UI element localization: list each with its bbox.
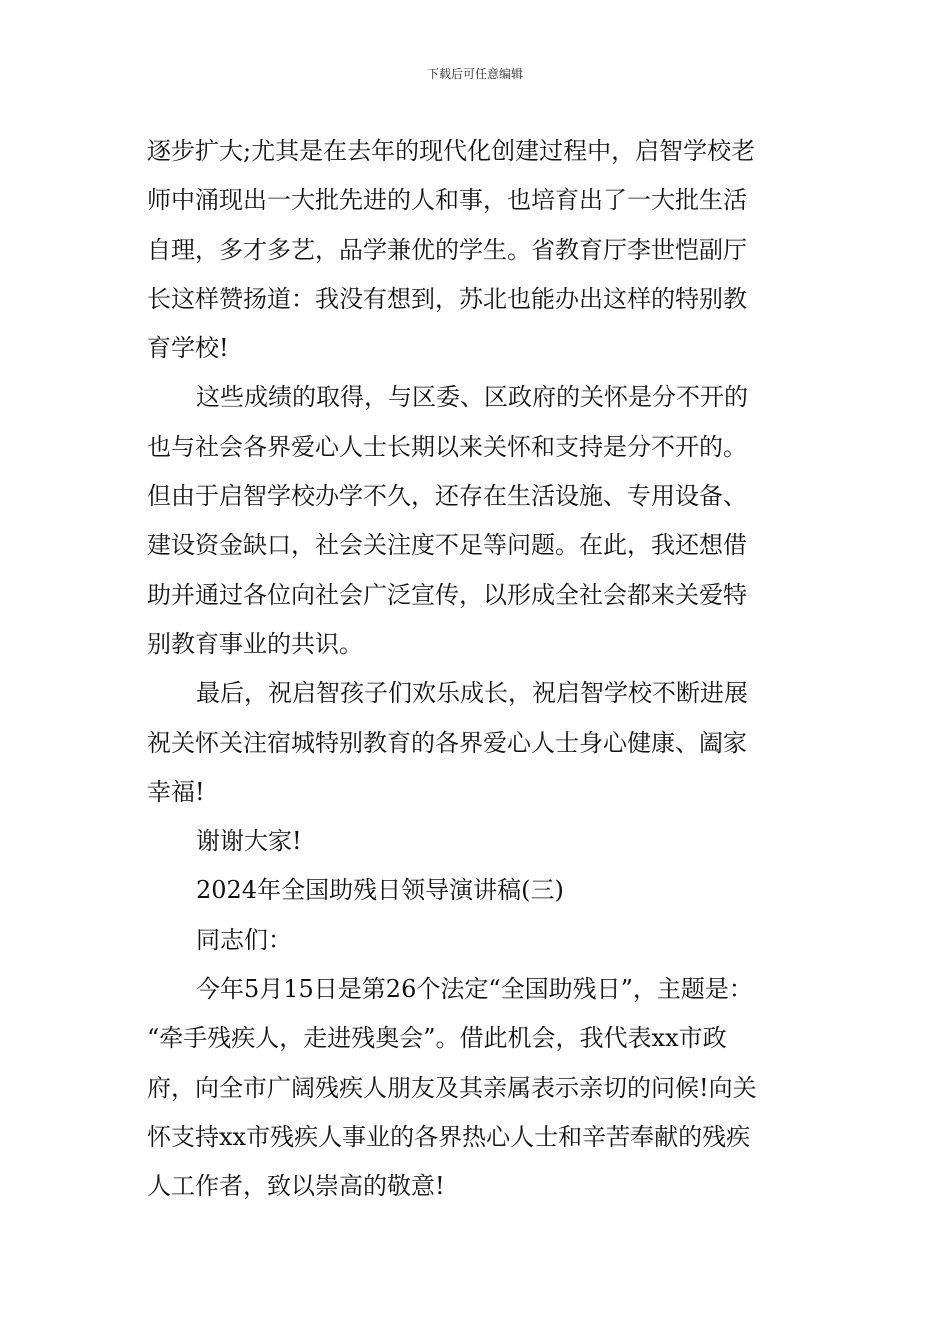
text-line: 逐步扩大;尤其是在去年的现代化创建过程中，启智学校老 xyxy=(147,137,756,165)
text-line: 育学校! xyxy=(147,334,229,363)
closing-line: 谢谢大家! xyxy=(196,827,302,856)
text-line: 幸福! xyxy=(147,777,205,806)
text-line: 但由于启智学校办学不久，还存在生活设施、专用设备、 xyxy=(147,482,747,511)
text-line: 建设资金缺口，社会关注度不足等问题。在此，我还想借 xyxy=(147,531,747,560)
text-line: 自理，多才多艺，品学兼优的学生。省教育厅李世恺副厅 xyxy=(147,235,747,264)
paragraph-start-line: 这些成绩的取得，与区委、区政府的关怀是分不开的 xyxy=(196,383,748,412)
text-line: 祝关怀关注宿城特别教育的各界爱心人士身心健康、阖家 xyxy=(147,728,747,757)
document-body xyxy=(147,127,812,1212)
paragraph-start-line: 今年5月15日是第26个法定“全国助残日”，主题是： xyxy=(196,975,753,1004)
text-line: 人工作者，致以崇高的敬意! xyxy=(147,1172,445,1201)
salutation-line: 同志们： xyxy=(196,925,292,954)
section-title: 2024年全国助残日领导演讲稿(三) xyxy=(196,876,564,905)
text-line: “牵手残疾人，走进残奥会”。借此机会，我代表xx市政 xyxy=(147,1024,727,1053)
paragraph-start-line: 最后，祝启智孩子们欢乐成长，祝启智学校不断进展 xyxy=(196,679,748,708)
text-line: 师中涌现出一大批先进的人和事，也培育出了一大批生活 xyxy=(147,186,747,215)
page-header: 下载后可任意编辑 xyxy=(426,67,523,81)
text-line: 怀支持xx市残疾人事业的各界热心人士和辛苦奉献的残疾 xyxy=(147,1122,751,1151)
text-line: 助并通过各位向社会广泛宣传，以形成全社会都来关爱特 xyxy=(147,580,747,609)
text-line: 也与社会各界爱心人士长期以来关怀和支持是分不开的。 xyxy=(147,432,747,461)
text-line: 府，向全市广阔残疾人朋友及其亲属表示亲切的问候!向关 xyxy=(147,1073,757,1102)
text-line: 别教育事业的共识。 xyxy=(147,629,363,658)
text-line: 长这样赞扬道：我没有想到，苏北也能办出这样的特别教 xyxy=(147,284,747,313)
